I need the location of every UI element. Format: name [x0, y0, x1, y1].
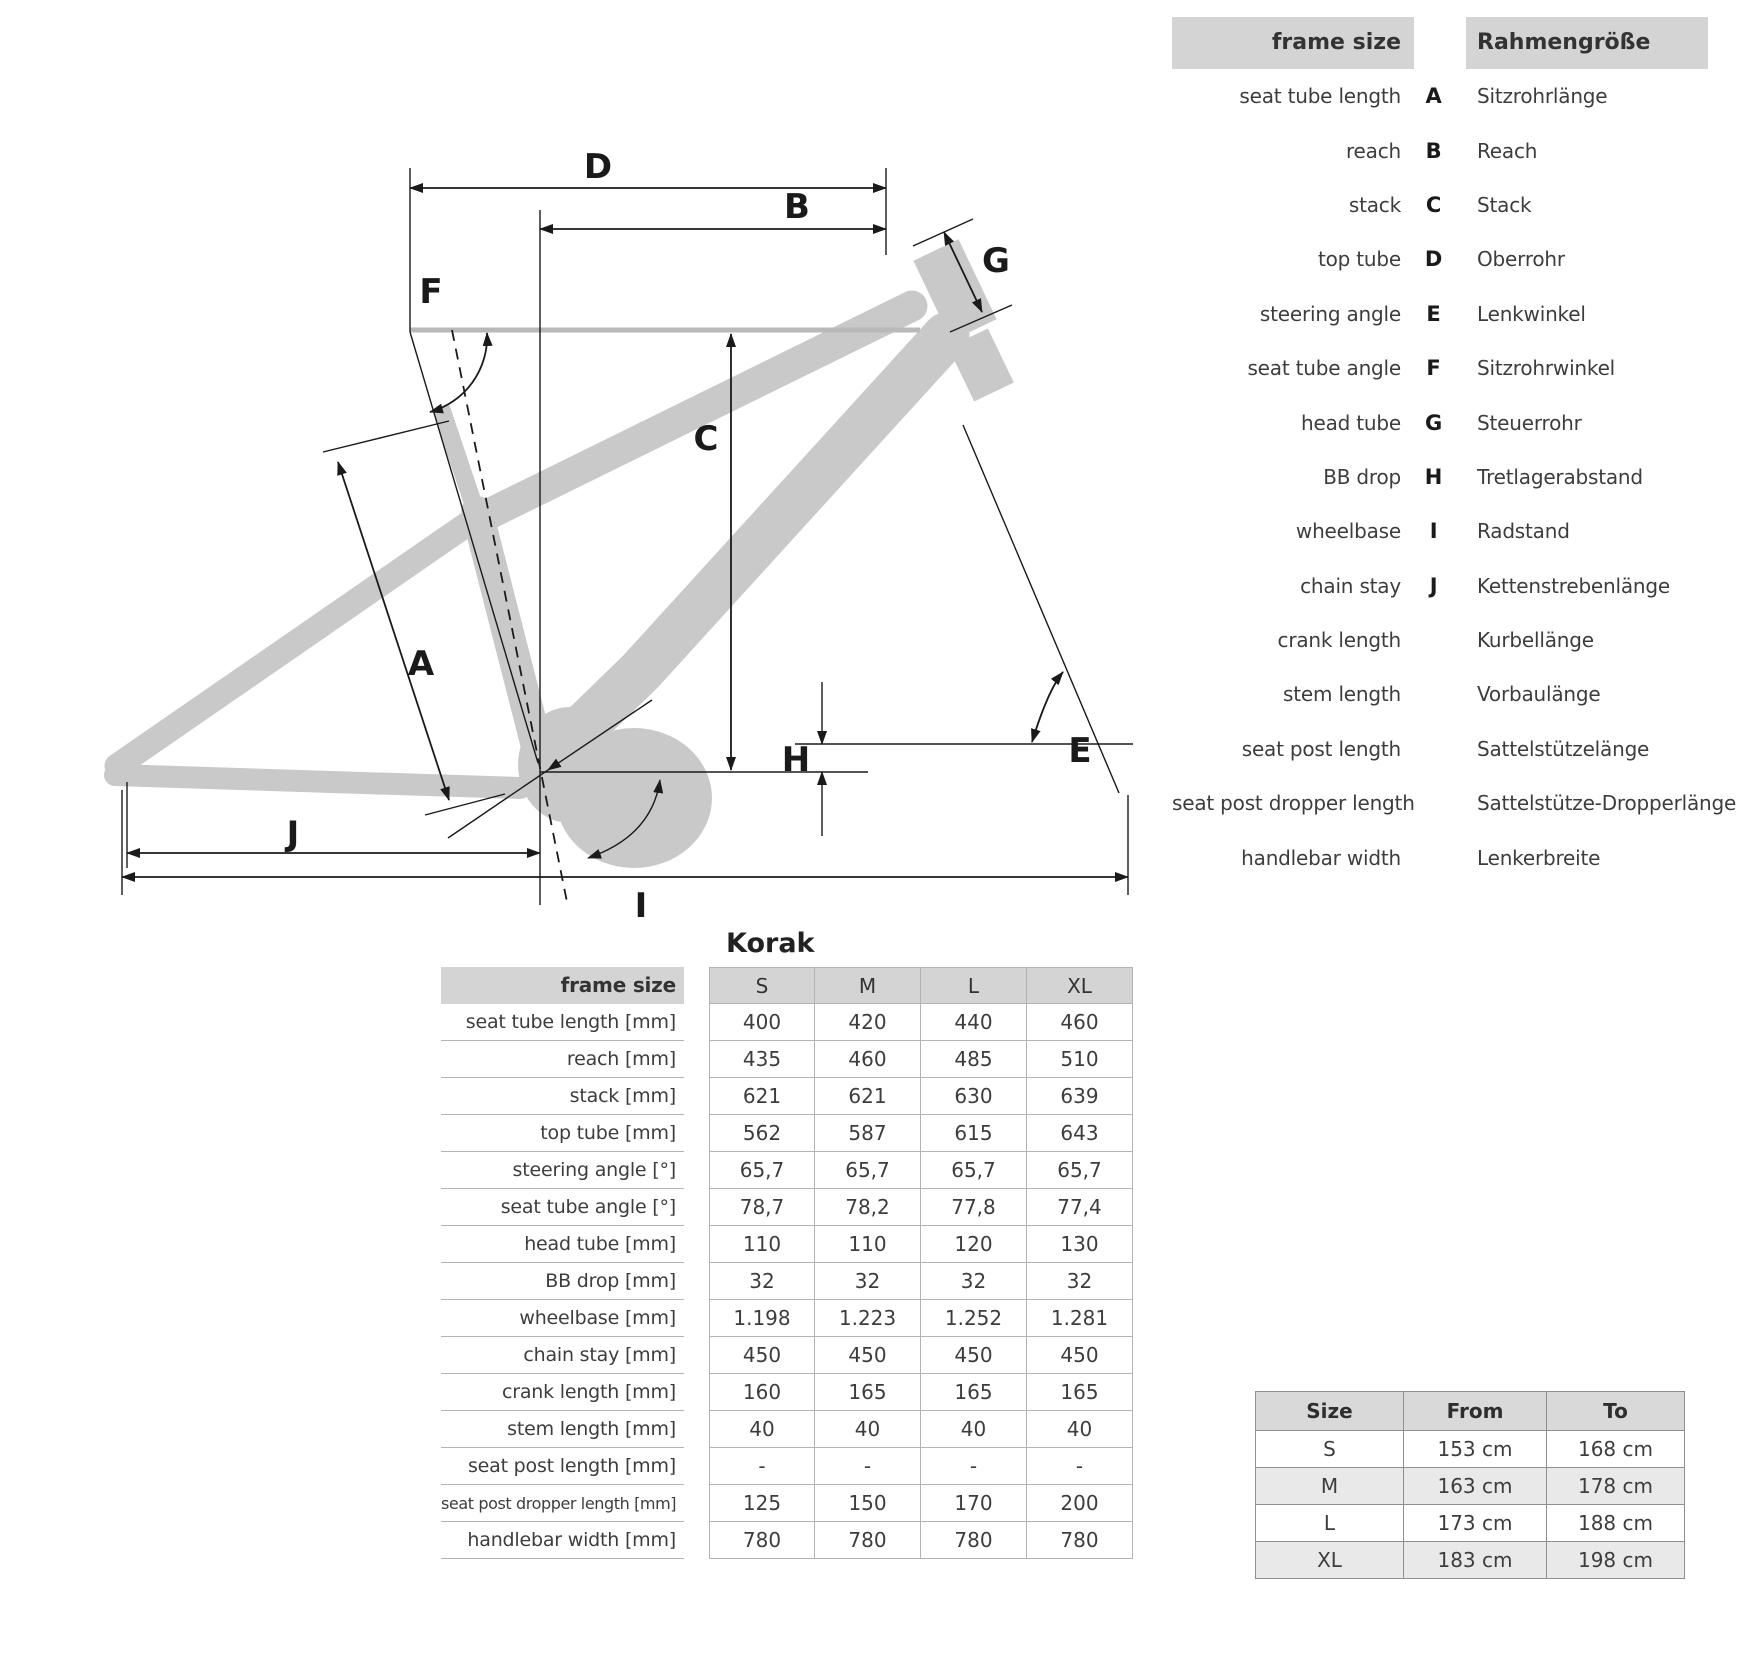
dim-label-a: A — [407, 644, 435, 684]
geometry-value-s: 40 — [709, 1411, 815, 1448]
column-gap — [684, 1522, 709, 1559]
column-gap — [684, 1337, 709, 1374]
geometry-value-m: 420 — [815, 1004, 921, 1041]
size-column-header: M — [815, 967, 921, 1004]
arc-e-steering-angle — [1032, 672, 1063, 742]
geometry-value-m: 460 — [815, 1041, 921, 1078]
geometry-row-label: seat tube length [mm] — [441, 1004, 684, 1041]
geometry-value-l: 780 — [921, 1522, 1027, 1559]
column-gap — [684, 1485, 709, 1522]
column-gap — [684, 967, 709, 1004]
rider-height-to: 188 cm — [1547, 1505, 1685, 1542]
legend-row — [1172, 722, 1708, 776]
geometry-row-label: reach [mm] — [441, 1041, 684, 1078]
legend-term-en: stack — [1348, 192, 1401, 217]
seat-tube-axis-dashed — [452, 330, 567, 902]
legend-term-en: seat tube angle — [1247, 356, 1401, 381]
legend-term-en: seat tube length — [1239, 84, 1401, 109]
geometry-value-s: 562 — [709, 1115, 815, 1152]
dim-label-i: I — [634, 886, 648, 926]
geometry-value-l: 485 — [921, 1041, 1027, 1078]
from-header: From — [1404, 1392, 1547, 1431]
geometry-row-label: handlebar width [mm] — [441, 1522, 684, 1559]
rider-height-from: 163 cm — [1404, 1468, 1547, 1505]
tick-a-top — [323, 421, 449, 452]
geometry-value-s: 32 — [709, 1263, 815, 1300]
legend-term-en: steering angle — [1259, 301, 1401, 326]
column-gap — [684, 1411, 709, 1448]
column-gap — [684, 1004, 709, 1041]
rider-size-row — [1256, 1468, 1685, 1505]
geometry-value-xl: 77,4 — [1027, 1189, 1133, 1226]
rider-height-from: 173 cm — [1404, 1505, 1547, 1542]
legend-term-de: Reach — [1477, 138, 1538, 163]
dim-label-d: D — [583, 147, 613, 187]
geometry-value-l: 77,8 — [921, 1189, 1027, 1226]
legend-letter: E — [1426, 301, 1441, 326]
geometry-value-s: 65,7 — [709, 1152, 815, 1189]
legend-header — [1172, 17, 1708, 69]
legend-row — [1172, 123, 1708, 177]
geometry-value-l: - — [921, 1448, 1027, 1485]
geometry-value-l: 1.252 — [921, 1300, 1027, 1337]
geometry-value-m: - — [815, 1448, 921, 1485]
legend-row — [1172, 178, 1708, 232]
rider-size-label: S — [1256, 1431, 1404, 1468]
dim-label-c: C — [693, 419, 719, 459]
geometry-value-xl: 639 — [1027, 1078, 1133, 1115]
column-gap — [684, 1189, 709, 1226]
legend-header-gap — [1414, 17, 1466, 69]
geometry-value-m: 150 — [815, 1485, 921, 1522]
dim-label-j: J — [286, 814, 300, 854]
legend-row — [1172, 395, 1708, 449]
size-column-header: XL — [1027, 967, 1133, 1004]
legend-header-en: frame size — [1172, 17, 1414, 69]
legend-term-en: BB drop — [1323, 464, 1401, 489]
legend-row — [1172, 559, 1708, 613]
column-gap — [684, 1152, 709, 1189]
geometry-value-xl: 65,7 — [1027, 1152, 1133, 1189]
dim-label-h: H — [781, 740, 811, 780]
geometry-value-s: 78,7 — [709, 1189, 815, 1226]
rider-size-body — [1256, 1431, 1685, 1579]
legend-term-de: Kettenstrebenlänge — [1477, 573, 1671, 598]
column-gap — [684, 1263, 709, 1300]
column-gap — [684, 1300, 709, 1337]
geometry-table-row — [441, 1152, 1133, 1189]
steering-axis-line — [963, 425, 1119, 793]
legend-term-de: Lenkerbreite — [1477, 845, 1601, 870]
geometry-table-row — [441, 1337, 1133, 1374]
dim-label-e: E — [1068, 731, 1092, 771]
legend-letter: A — [1425, 84, 1442, 109]
arc-f-seat-angle — [430, 333, 487, 412]
geometry-value-s: 621 — [709, 1078, 815, 1115]
geometry-value-xl: 450 — [1027, 1337, 1133, 1374]
size-header: Size — [1256, 1392, 1404, 1431]
legend-term-en: top tube — [1317, 247, 1401, 272]
legend-term-de: Steuerrohr — [1477, 410, 1582, 435]
geometry-table-row — [441, 1226, 1133, 1263]
geometry-value-s: - — [709, 1448, 815, 1485]
geometry-value-xl: 130 — [1027, 1226, 1133, 1263]
column-gap — [684, 1448, 709, 1485]
geometry-value-s: 435 — [709, 1041, 815, 1078]
geometry-table-row — [441, 1189, 1133, 1226]
legend-row — [1172, 613, 1708, 667]
rider-size-row — [1256, 1542, 1685, 1579]
geometry-table-row — [441, 1263, 1133, 1300]
geometry-row-label: head tube [mm] — [441, 1226, 684, 1263]
geometry-row-label: stack [mm] — [441, 1078, 684, 1115]
legend-term-de: Sattelstütze-Dropperlänge — [1477, 791, 1737, 816]
geometry-value-s: 400 — [709, 1004, 815, 1041]
legend-row — [1172, 287, 1708, 341]
dim-label-f: F — [419, 272, 443, 312]
geometry-value-m: 1.223 — [815, 1300, 921, 1337]
legend-term-de: Sattelstützelänge — [1477, 736, 1650, 761]
legend-term-en: stem length — [1283, 682, 1401, 707]
geometry-value-m: 587 — [815, 1115, 921, 1152]
geometry-value-m: 110 — [815, 1226, 921, 1263]
legend-term-en: crank length — [1277, 628, 1401, 653]
size-column-header: L — [921, 967, 1027, 1004]
geometry-value-l: 120 — [921, 1226, 1027, 1263]
rider-size-row — [1256, 1505, 1685, 1542]
geometry-value-xl: 40 — [1027, 1411, 1133, 1448]
legend-row — [1172, 776, 1737, 830]
geometry-table-row — [441, 1004, 1133, 1041]
geometry-row-label: seat tube angle [°] — [441, 1189, 684, 1226]
geometry-row-label: chain stay [mm] — [441, 1337, 684, 1374]
legend-letter: I — [1429, 519, 1438, 544]
legend-letter: G — [1424, 410, 1443, 435]
geometry-value-m: 40 — [815, 1411, 921, 1448]
geometry-value-xl: 510 — [1027, 1041, 1133, 1078]
legend-term-de: Sitzrohrwinkel — [1477, 356, 1616, 381]
geometry-table-row — [441, 1115, 1133, 1152]
frame-silhouette — [115, 250, 994, 868]
geometry-value-l: 165 — [921, 1374, 1027, 1411]
dim-label-b: B — [784, 187, 810, 227]
chainstay-tube — [115, 775, 520, 788]
geometry-table-row — [441, 1374, 1133, 1411]
geometry-value-xl: 643 — [1027, 1115, 1133, 1152]
legend-row — [1172, 341, 1708, 395]
column-gap — [684, 1115, 709, 1152]
rider-height-to: 168 cm — [1547, 1431, 1685, 1468]
geometry-table-row — [441, 1485, 1133, 1522]
geometry-table-row — [441, 1078, 1133, 1115]
legend-rows — [1172, 69, 1737, 885]
legend-term-en: handlebar width — [1241, 845, 1401, 870]
geometry-value-xl: 780 — [1027, 1522, 1133, 1559]
geometry-value-m: 32 — [815, 1263, 921, 1300]
legend-term-de: Sitzrohrlänge — [1477, 84, 1608, 109]
column-gap — [684, 1041, 709, 1078]
legend-row — [1172, 504, 1708, 558]
geometry-value-s: 125 — [709, 1485, 815, 1522]
geometry-value-m: 65,7 — [815, 1152, 921, 1189]
legend-term-de: Tretlagerabstand — [1477, 464, 1643, 489]
geometry-value-s: 450 — [709, 1337, 815, 1374]
dim-a-seat-tube — [338, 462, 449, 800]
fork-crown — [968, 338, 994, 392]
legend-term-de: Kurbellänge — [1477, 628, 1594, 653]
to-header: To — [1547, 1392, 1685, 1431]
legend-term-en: chain stay — [1300, 573, 1401, 598]
geometry-value-xl: 200 — [1027, 1485, 1133, 1522]
geometry-value-s: 110 — [709, 1226, 815, 1263]
geometry-row-label: BB drop [mm] — [441, 1263, 684, 1300]
dim-label-g: G — [982, 241, 1010, 281]
geometry-value-l: 170 — [921, 1485, 1027, 1522]
legend-row — [1172, 667, 1708, 721]
geometry-table-row — [441, 1041, 1133, 1078]
rider-height-from: 153 cm — [1404, 1431, 1547, 1468]
legend-header-de: Rahmengröße — [1466, 17, 1708, 69]
geometry-row-label: steering angle [°] — [441, 1152, 684, 1189]
geometry-value-m: 780 — [815, 1522, 921, 1559]
legend-term-de: Lenkwinkel — [1477, 301, 1586, 326]
legend-letter: J — [1429, 573, 1438, 598]
geometry-value-m: 621 — [815, 1078, 921, 1115]
legend-term-en: wheelbase — [1295, 519, 1401, 544]
geometry-value-l: 40 — [921, 1411, 1027, 1448]
geometry-value-l: 65,7 — [921, 1152, 1027, 1189]
geometry-table-row — [441, 1300, 1133, 1337]
legend-term-de: Stack — [1477, 192, 1532, 217]
rider-size-label: L — [1256, 1505, 1404, 1542]
column-gap — [684, 1078, 709, 1115]
geometry-value-s: 160 — [709, 1374, 815, 1411]
size-column-header: S — [709, 967, 815, 1004]
geometry-value-l: 450 — [921, 1337, 1027, 1374]
legend-row — [1172, 830, 1708, 884]
geometry-table — [441, 967, 1133, 1559]
geometry-value-s: 780 — [709, 1522, 815, 1559]
geometry-row-label: wheelbase [mm] — [441, 1300, 684, 1337]
geometry-value-m: 78,2 — [815, 1189, 921, 1226]
geometry-row-label: top tube [mm] — [441, 1115, 684, 1152]
legend-term-de: Vorbaulänge — [1477, 682, 1601, 707]
geometry-row-label: stem length [mm] — [441, 1411, 684, 1448]
geometry-value-l: 440 — [921, 1004, 1027, 1041]
column-gap — [684, 1226, 709, 1263]
geometry-value-l: 615 — [921, 1115, 1027, 1152]
legend-term-en: reach — [1345, 138, 1401, 163]
rider-size-row — [1256, 1431, 1685, 1468]
geometry-value-xl: - — [1027, 1448, 1133, 1485]
frame-geometry-diagram — [0, 0, 1160, 940]
legend-row — [1172, 450, 1708, 504]
column-gap — [684, 1374, 709, 1411]
geometry-value-xl: 460 — [1027, 1004, 1133, 1041]
geometry-row-label: seat post dropper length [mm] — [441, 1485, 684, 1522]
rider-height-to: 178 cm — [1547, 1468, 1685, 1505]
rider-size-label: M — [1256, 1468, 1404, 1505]
geometry-row-label: crank length [mm] — [441, 1374, 684, 1411]
geometry-value-l: 630 — [921, 1078, 1027, 1115]
geometry-table-row — [441, 1411, 1133, 1448]
geometry-value-s: 1.198 — [709, 1300, 815, 1337]
legend-row — [1172, 69, 1708, 123]
geometry-value-m: 450 — [815, 1337, 921, 1374]
legend-table — [1172, 17, 1737, 885]
geometry-row-label: seat post length [mm] — [441, 1448, 684, 1485]
geometry-table-header-row — [441, 967, 1133, 1004]
geometry-value-m: 165 — [815, 1374, 921, 1411]
head-tube — [936, 250, 974, 330]
rider-size-table — [1255, 1391, 1685, 1579]
legend-term-en: head tube — [1300, 410, 1401, 435]
legend-term-en: seat post dropper length — [1172, 791, 1415, 816]
legend-term-de: Oberrohr — [1477, 247, 1565, 272]
legend-term-de: Radstand — [1477, 519, 1570, 544]
tick-g-top — [913, 219, 973, 246]
geometry-table-row — [441, 1448, 1133, 1485]
legend-letter: F — [1426, 356, 1441, 381]
legend-letter: H — [1424, 464, 1443, 489]
table-title: Korak — [726, 928, 815, 959]
legend-letter: D — [1424, 247, 1443, 272]
rider-height-from: 183 cm — [1404, 1542, 1547, 1579]
geometry-value-l: 32 — [921, 1263, 1027, 1300]
rider-height-to: 198 cm — [1547, 1542, 1685, 1579]
rider-size-label: XL — [1256, 1542, 1404, 1579]
legend-letter: C — [1425, 192, 1442, 217]
legend-letter: B — [1425, 138, 1442, 163]
legend-term-en: seat post length — [1241, 736, 1401, 761]
legend-row — [1172, 232, 1708, 286]
geometry-value-xl: 1.281 — [1027, 1300, 1133, 1337]
geometry-table-row — [441, 1522, 1133, 1559]
geometry-header-label: frame size — [441, 967, 684, 1004]
geometry-value-xl: 165 — [1027, 1374, 1133, 1411]
rider-size-header-row — [1256, 1392, 1685, 1431]
geometry-value-xl: 32 — [1027, 1263, 1133, 1300]
